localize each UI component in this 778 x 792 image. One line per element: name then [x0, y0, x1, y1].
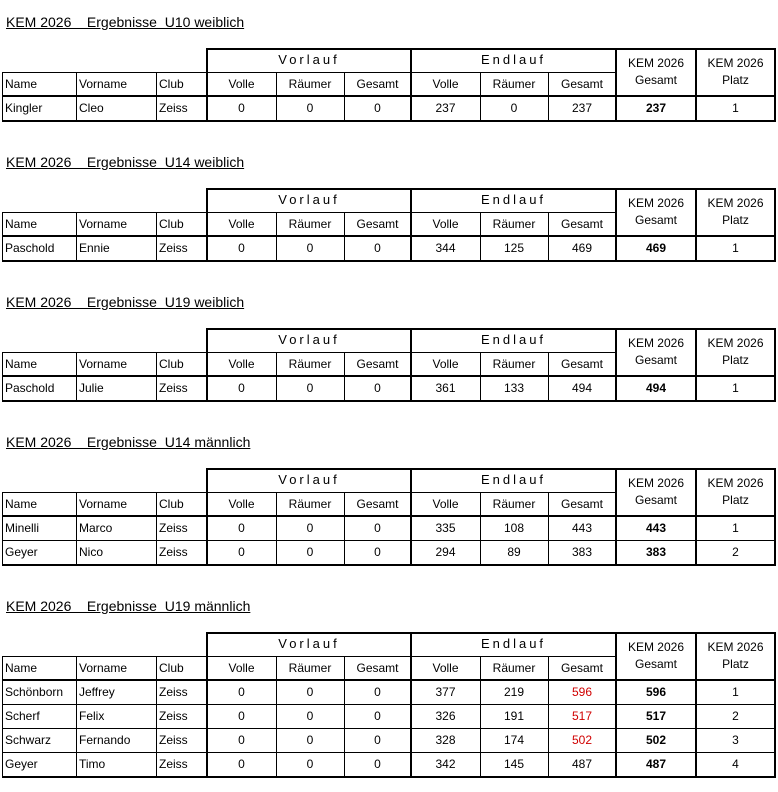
cell-e-gesamt: 487 [571, 757, 593, 771]
cell-platz: 1 [732, 685, 739, 699]
cell-e-gesamt: 383 [571, 545, 593, 559]
cell-e-gesamt: 237 [571, 101, 593, 115]
cell-e-raeumer: 219 [503, 685, 525, 699]
kem-gesamt-header: KEM 2026 [627, 196, 685, 210]
column-header-name: Name [5, 497, 38, 511]
cell-v-gesamt: 0 [374, 733, 381, 747]
cell-kem-gesamt: 469 [645, 241, 667, 255]
cell-platz: 1 [732, 521, 739, 535]
kem-gesamt-header: Gesamt [634, 73, 677, 87]
column-header-volle: Volle [432, 661, 459, 675]
vorlauf-header: Vorlauf [278, 472, 340, 487]
table-border [2, 260, 775, 262]
section-title: KEM 2026 Ergebnisse U14 männlich [6, 434, 251, 450]
cell-platz: 1 [732, 101, 739, 115]
cell-platz: 3 [732, 733, 739, 747]
cell-e-gesamt: 502 [571, 733, 593, 747]
column-header-raeumer: Räumer [492, 497, 536, 511]
cell-v-gesamt: 0 [374, 709, 381, 723]
cell-e-volle: 377 [435, 685, 456, 699]
cell-club: Zeiss [159, 241, 188, 255]
column-header-raeumer: Räumer [492, 77, 536, 91]
cell-v-volle: 0 [238, 757, 245, 771]
kem-platz-header: KEM 2026 [707, 56, 764, 70]
column-header-volle: Volle [432, 497, 459, 511]
endlauf-header: Endlauf [480, 636, 547, 651]
column-header-volle: Volle [432, 357, 459, 371]
cell-v-volle: 0 [238, 733, 245, 747]
cell-club: Zeiss [159, 545, 188, 559]
cell-e-gesamt: 469 [571, 241, 593, 255]
kem-gesamt-header: Gesamt [634, 213, 677, 227]
column-header-gesamt: Gesamt [356, 661, 399, 675]
column-header-club: Club [159, 497, 184, 511]
cell-v-raeumer: 0 [306, 241, 314, 255]
cell-kem-gesamt: 502 [645, 733, 667, 747]
cell-platz: 1 [732, 241, 739, 255]
cell-club: Zeiss [159, 733, 188, 747]
cell-v-volle: 0 [238, 381, 245, 395]
cell-v-gesamt: 0 [374, 685, 381, 699]
cell-e-raeumer: 145 [503, 757, 525, 771]
cell-v-gesamt: 0 [374, 545, 381, 559]
cell-kem-gesamt: 494 [645, 381, 667, 395]
column-header-raeumer: Räumer [288, 77, 332, 91]
column-header-gesamt: Gesamt [356, 217, 399, 231]
column-header-volle: Volle [228, 77, 255, 91]
vorlauf-header: Vorlauf [278, 636, 340, 651]
cell-v-raeumer: 0 [306, 545, 314, 559]
cell-e-volle: 328 [435, 733, 456, 747]
kem-platz-header: KEM 2026 [707, 476, 764, 490]
cell-v-raeumer: 0 [306, 101, 314, 115]
kem-platz-header: KEM 2026 [707, 336, 764, 350]
cell-v-gesamt: 0 [374, 241, 381, 255]
cell-e-volle: 344 [435, 241, 456, 255]
cell-platz: 2 [732, 709, 739, 723]
column-header-club: Club [159, 661, 184, 675]
cell-v-gesamt: 0 [374, 101, 381, 115]
table-border [2, 776, 775, 778]
cell-name: Minelli [5, 521, 40, 535]
cell-vorname: Ennie [79, 241, 110, 255]
cell-club: Zeiss [159, 757, 188, 771]
cell-v-volle: 0 [238, 521, 245, 535]
cell-vorname: Cleo [79, 101, 104, 115]
cell-e-raeumer: 191 [503, 709, 525, 723]
kem-platz-header: Platz [722, 657, 749, 671]
cell-platz: 2 [732, 545, 739, 559]
cell-e-volle: 342 [435, 757, 456, 771]
cell-v-gesamt: 0 [374, 521, 381, 535]
cell-club: Zeiss [159, 521, 188, 535]
column-header-raeumer: Räumer [492, 661, 536, 675]
cell-club: Zeiss [159, 381, 188, 395]
cell-kem-gesamt: 443 [645, 521, 667, 535]
cell-platz: 4 [732, 757, 739, 771]
kem-platz-header: KEM 2026 [707, 196, 764, 210]
cell-v-volle: 0 [238, 685, 245, 699]
cell-e-volle: 326 [435, 709, 456, 723]
column-header-gesamt: Gesamt [560, 77, 603, 91]
cell-e-raeumer: 0 [510, 101, 518, 115]
cell-e-gesamt: 517 [571, 709, 593, 723]
vorlauf-header: Vorlauf [278, 52, 340, 67]
column-header-gesamt: Gesamt [356, 497, 399, 511]
endlauf-header: Endlauf [480, 472, 547, 487]
cell-vorname: Timo [79, 757, 106, 771]
cell-e-gesamt: 494 [571, 381, 593, 395]
cell-e-volle: 335 [435, 521, 456, 535]
cell-v-raeumer: 0 [306, 709, 314, 723]
cell-name: Kingler [5, 101, 43, 115]
column-header-volle: Volle [228, 357, 255, 371]
kem-gesamt-header: KEM 2026 [627, 476, 685, 490]
column-header-raeumer: Räumer [288, 217, 332, 231]
cell-e-gesamt: 596 [571, 685, 593, 699]
cell-v-raeumer: 0 [306, 733, 314, 747]
column-header-vorname: Vorname [79, 217, 128, 231]
column-header-name: Name [5, 77, 38, 91]
column-header-gesamt: Gesamt [356, 357, 399, 371]
cell-vorname: Jeffrey [79, 685, 115, 699]
column-header-vorname: Vorname [79, 357, 128, 371]
cell-v-raeumer: 0 [306, 757, 314, 771]
cell-name: Scherf [5, 709, 40, 723]
kem-platz-header: KEM 2026 [707, 640, 764, 654]
cell-name: Schönborn [5, 685, 64, 699]
cell-name: Geyer [5, 545, 38, 559]
kem-gesamt-header: KEM 2026 [627, 640, 685, 654]
column-header-vorname: Vorname [79, 77, 128, 91]
cell-kem-gesamt: 596 [645, 685, 667, 699]
column-header-club: Club [159, 217, 184, 231]
cell-vorname: Nico [79, 545, 104, 559]
cell-e-raeumer: 125 [503, 241, 525, 255]
column-header-name: Name [5, 217, 38, 231]
section-title: KEM 2026 Ergebnisse U19 männlich [6, 598, 251, 614]
cell-club: Zeiss [159, 685, 188, 699]
cell-v-gesamt: 0 [374, 757, 381, 771]
column-header-volle: Volle [432, 217, 459, 231]
column-header-raeumer: Räumer [492, 357, 536, 371]
cell-vorname: Julie [79, 381, 104, 395]
cell-v-volle: 0 [238, 709, 245, 723]
column-header-gesamt: Gesamt [560, 497, 603, 511]
cell-kem-gesamt: 237 [645, 101, 667, 115]
cell-e-raeumer: 108 [503, 521, 525, 535]
column-header-raeumer: Räumer [288, 497, 332, 511]
column-header-raeumer: Räumer [492, 217, 536, 231]
cell-vorname: Marco [79, 521, 113, 535]
column-header-raeumer: Räumer [288, 661, 332, 675]
table-border [2, 120, 775, 122]
kem-platz-header: Platz [722, 493, 749, 507]
kem-gesamt-header: Gesamt [634, 657, 677, 671]
cell-e-gesamt: 443 [571, 521, 593, 535]
column-header-volle: Volle [228, 661, 255, 675]
column-header-gesamt: Gesamt [356, 77, 399, 91]
cell-v-volle: 0 [238, 545, 245, 559]
column-header-vorname: Vorname [79, 661, 128, 675]
cell-kem-gesamt: 383 [645, 545, 667, 559]
endlauf-header: Endlauf [480, 192, 547, 207]
endlauf-header: Endlauf [480, 332, 547, 347]
column-header-raeumer: Räumer [288, 357, 332, 371]
kem-platz-header: Platz [722, 73, 749, 87]
cell-kem-gesamt: 517 [645, 709, 667, 723]
vorlauf-header: Vorlauf [278, 192, 340, 207]
cell-name: Paschold [5, 241, 55, 255]
column-header-gesamt: Gesamt [560, 661, 603, 675]
cell-club: Zeiss [159, 709, 188, 723]
cell-club: Zeiss [159, 101, 188, 115]
cell-name: Paschold [5, 381, 55, 395]
cell-e-volle: 237 [435, 101, 456, 115]
cell-vorname: Fernando [79, 733, 131, 747]
table-border [2, 564, 775, 566]
cell-v-raeumer: 0 [306, 685, 314, 699]
table-border [2, 400, 775, 402]
endlauf-header: Endlauf [480, 52, 547, 67]
cell-v-volle: 0 [238, 241, 245, 255]
column-header-gesamt: Gesamt [560, 217, 603, 231]
kem-platz-header: Platz [722, 353, 749, 367]
cell-e-raeumer: 133 [503, 381, 525, 395]
cell-v-raeumer: 0 [306, 381, 314, 395]
cell-v-gesamt: 0 [374, 381, 381, 395]
kem-platz-header: Platz [722, 213, 749, 227]
vorlauf-header: Vorlauf [278, 332, 340, 347]
section-title: KEM 2026 Ergebnisse U10 weiblich [6, 14, 245, 30]
section-title: KEM 2026 Ergebnisse U14 weiblich [6, 154, 245, 170]
cell-name: Schwarz [5, 733, 52, 747]
cell-kem-gesamt: 487 [645, 757, 667, 771]
cell-e-volle: 361 [435, 381, 456, 395]
column-header-vorname: Vorname [79, 497, 128, 511]
section-title: KEM 2026 Ergebnisse U19 weiblich [6, 294, 245, 310]
column-header-name: Name [5, 661, 38, 675]
column-header-volle: Volle [228, 217, 255, 231]
column-header-club: Club [159, 357, 184, 371]
column-header-volle: Volle [228, 497, 255, 511]
column-header-club: Club [159, 77, 184, 91]
kem-gesamt-header: KEM 2026 [627, 56, 685, 70]
column-header-name: Name [5, 357, 38, 371]
column-header-volle: Volle [432, 77, 459, 91]
cell-platz: 1 [732, 381, 739, 395]
kem-gesamt-header: Gesamt [634, 493, 677, 507]
cell-vorname: Felix [79, 709, 105, 723]
cell-v-volle: 0 [238, 101, 245, 115]
cell-e-volle: 294 [435, 545, 456, 559]
kem-gesamt-header: KEM 2026 [627, 336, 685, 350]
kem-gesamt-header: Gesamt [634, 353, 677, 367]
cell-e-raeumer: 89 [507, 545, 521, 559]
cell-v-raeumer: 0 [306, 521, 314, 535]
cell-e-raeumer: 174 [503, 733, 525, 747]
column-header-gesamt: Gesamt [560, 357, 603, 371]
cell-name: Geyer [5, 757, 38, 771]
